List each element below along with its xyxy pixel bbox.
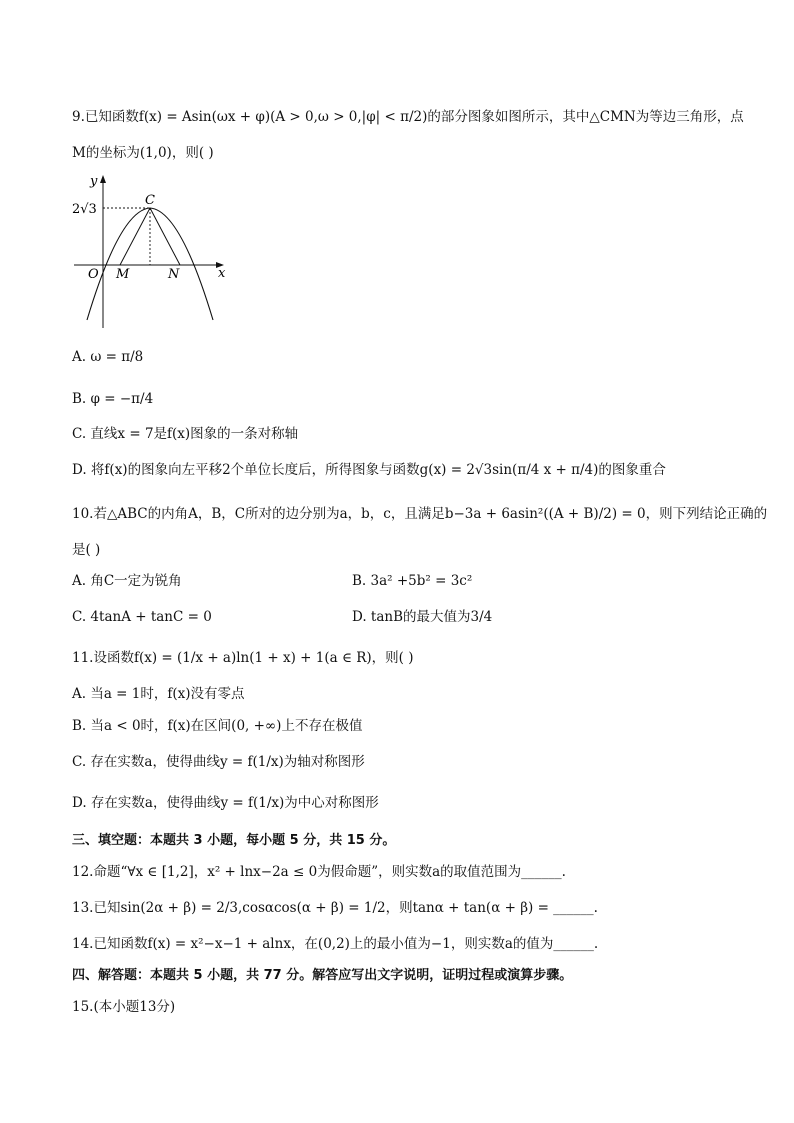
section-heading-fill-in: 三、填空题：本题共 3 小题，每小题 5 分，共 15 分。 — [72, 833, 396, 848]
q14: 14.已知函数f(x) = x²−x−1 + alnx，在(0,2)上的最小值为−1，则实数a的值为______. — [72, 936, 599, 952]
q10-option-c: C. 4tanA + tanC = 0 — [72, 609, 212, 625]
origin-label: O — [88, 267, 99, 282]
q11-option-d: D. 存在实数a，使得曲线y = f(1/x)为中心对称图形 — [72, 795, 379, 811]
x-axis-label: x — [218, 266, 226, 281]
peak-value-label: 2√3 — [72, 202, 97, 217]
q11-option-c: C. 存在实数a，使得曲线y = f(1/x)为轴对称图形 — [72, 754, 365, 770]
q11-stem: 11.设函数f(x) = (1/x + a)ln(1 + x) + 1(a ∈ R)，则( ) — [72, 650, 414, 666]
q9-option-a: A. ω = π/8 — [72, 349, 144, 365]
q10-option-b: B. 3a² +5b² = 3c² — [352, 573, 473, 589]
q9-option-d: D. 将f(x)的图象向左平移2个单位长度后，所得图象与函数g(x) = 2√3sin(π/4 x + π/4)的图象重合 — [72, 462, 666, 478]
q10-option-d: D. tanB的最大值为3/4 — [352, 609, 493, 625]
q10-stem-line1: 10.若△ABC的内角A，B，C所对的边分别为a，b，c，且满足b−3a + 6asin²((A + B)/2) = 0，则下列结论正确的 — [72, 506, 768, 522]
q15-heading: 15.(本小题13分) — [72, 999, 176, 1015]
point-m-label: M — [116, 267, 130, 282]
q9-option-c: C. 直线x = 7是f(x)图象的一条对称轴 — [72, 426, 299, 442]
q11-option-a: A. 当a = 1时，f(x)没有零点 — [72, 686, 245, 702]
q9-option-b: B. φ = −π/4 — [72, 391, 154, 407]
triangle-side-cn — [150, 208, 180, 265]
q9-stem-line2: M的坐标为(1,0)，则( ) — [72, 145, 214, 161]
q11-option-b: B. 当a < 0时，f(x)在区间(0, +∞)上不存在极值 — [72, 718, 363, 734]
point-n-label: N — [168, 267, 180, 282]
section-heading-solutions: 四、解答题：本题共 5 小题，共 77 分。解答应写出文字说明，证明过程或演算步骤。 — [72, 968, 573, 983]
y-axis-arrow — [100, 175, 106, 183]
point-c-label: C — [145, 193, 155, 208]
q9-stem-line1: 9.已知函数f(x) = Asin(ωx + φ)(A > 0,ω > 0,|φ| < π/2)的部分图象如图所示，其中△CMN为等边三角形，点 — [72, 109, 744, 125]
y-axis-label: y — [90, 174, 98, 189]
q9-function-graph — [70, 170, 230, 330]
q10-stem-line2: 是( ) — [72, 542, 101, 558]
triangle-side-cm — [120, 208, 150, 265]
q10-option-a: A. 角C一定为锐角 — [72, 573, 182, 589]
q13: 13.已知sin(2α + β) = 2/3,cosαcos(α + β) = 1/2，则tanα + tan(α + β) = ______. — [72, 900, 598, 916]
q12: 12.命题“∀x ∈ [1,2]，x² + lnx−2a ≤ 0为假命题”，则实数a的取值范围为______. — [72, 864, 566, 880]
